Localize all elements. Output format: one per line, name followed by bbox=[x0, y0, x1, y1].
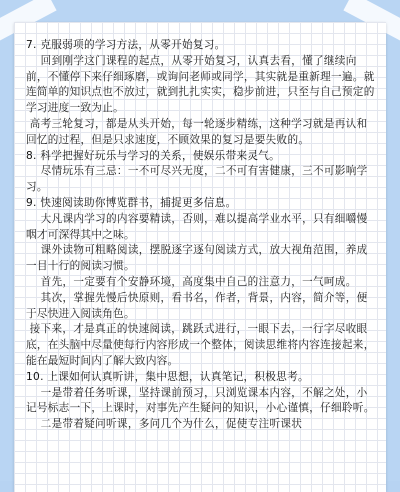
paragraph: 首先，一定要有个安静环境，高度集中自己的注意力，一气呵成。 bbox=[26, 275, 357, 288]
paragraph: 接下来，才是真正的快速阅读，跳跃式进行，一眼下去，一行字尽收眼底，在头脑中尽量使每行内容形成一个整体，阅读思维将内容连接起来，能在最短时间内了解大致内容。 bbox=[26, 323, 375, 367]
paragraph: 尽情玩乐有三忌：一不可尽兴无度，二不可有害健康，三不可影响学习。 bbox=[26, 165, 368, 194]
grid-paper-page bbox=[14, 22, 386, 492]
paragraph: 回到刚学这门课程的起点，从零开始复习，认真去看，懂了继续向前，不懂停下来仔细琢磨，或询问老师或同学，其实就是重新理一遍。就连简单的知识点也不放过，就到扎扎实实，稳步前进，只至与自己预定的学习进度一致为止。 bbox=[26, 54, 375, 115]
heading-8: 8. 科学把握好玩乐与学习的关系，使娱乐带来灵气。 bbox=[26, 149, 281, 162]
paragraph: 大凡课内学习的内容要精读，否则，难以提高学业水平，只有细嚼慢咽才可深得其中之味。 bbox=[26, 212, 368, 241]
paragraph: 其次，掌握先慢后快原则，看书名，作者，背景，内容，简介等，便于尽快进入阅读角色。 bbox=[26, 291, 368, 320]
heading-7: 7. 克服弱项的学习方法，从零开始复习。 bbox=[26, 39, 226, 51]
paragraph: 高考三轮复习，都是从头开始，每一轮逐步精练，这种学习就是再认和回忆的过程，但是只求速度，不顾效果的复习是要失败的。 bbox=[26, 117, 368, 146]
paragraph: 一是带着任务听课，坚持课前预习，只浏览课本内容，不解之处，小记号标志一下，上课时，对事先产生疑问的知识，小心谨慎，仔细聆听。 bbox=[26, 386, 375, 415]
study-tips-text bbox=[26, 38, 378, 433]
paragraph: 课外读物可粗略阅读，摆脱逐字逐句阅读方式，放大视角范围，养成一目十行的阅读习惯。 bbox=[26, 244, 368, 273]
heading-9: 9. 快速阅读助你博览群书，捕捉更多信息。 bbox=[26, 196, 237, 209]
paragraph: 二是带着疑问听课，多问几个为什么，促使专注听课状 bbox=[26, 418, 303, 431]
heading-10: 10. 上课如何认真听讲，集中思想，认真笔记，积极思考。 bbox=[26, 370, 309, 383]
